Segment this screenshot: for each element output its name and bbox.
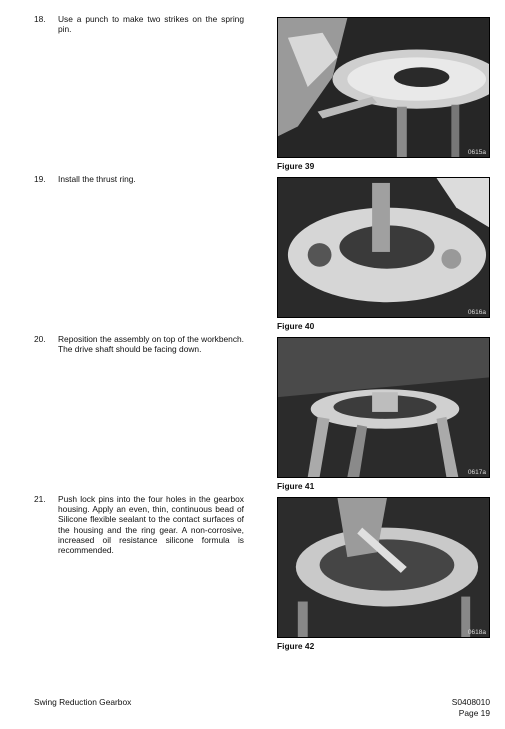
step-number: 18. bbox=[34, 14, 46, 24]
figure-code: 0618a bbox=[467, 629, 486, 636]
footer-doc-number: S0408010 bbox=[451, 697, 490, 707]
figure-42-image bbox=[278, 498, 489, 637]
step-text: Use a punch to make two strikes on the spring pin. bbox=[58, 14, 244, 35]
step-19 bbox=[34, 174, 244, 184]
step-text: Install the thrust ring. bbox=[58, 174, 136, 184]
figure-39-photo bbox=[277, 17, 490, 158]
figure-40-photo bbox=[277, 177, 490, 318]
step-21 bbox=[34, 494, 244, 555]
figure-code: 0616a bbox=[467, 309, 486, 316]
figure-41-image bbox=[278, 338, 489, 477]
step-text: Push lock pins into the four holes in the gearbox housing. Apply an even, thin, continuous bead of Silicone flexible sealant to the contact surfaces of the housing and the ring gear. A non-corrosive, increased oil resistance silicone formula is recommended. bbox=[58, 494, 244, 556]
figure-41-caption: Figure 41 bbox=[277, 481, 315, 491]
figure-40-caption: Figure 40 bbox=[277, 321, 315, 331]
figure-40-image bbox=[278, 178, 489, 317]
figure-42-photo bbox=[277, 497, 490, 638]
step-18 bbox=[34, 14, 244, 34]
footer-title: Swing Reduction Gearbox bbox=[34, 697, 132, 707]
footer-page-number: Page 19 bbox=[458, 708, 490, 718]
figure-code: 0617a bbox=[467, 469, 486, 476]
step-number: 21. bbox=[34, 494, 46, 504]
figure-code: 0615a bbox=[467, 149, 486, 156]
figure-42-caption: Figure 42 bbox=[277, 641, 315, 651]
figure-39-caption: Figure 39 bbox=[277, 161, 315, 171]
figure-41-photo bbox=[277, 337, 490, 478]
step-text: Reposition the assembly on top of the workbench. The drive shaft should be facing down. bbox=[58, 334, 244, 355]
step-number: 19. bbox=[34, 174, 46, 184]
step-number: 20. bbox=[34, 334, 46, 344]
step-20 bbox=[34, 334, 244, 354]
figure-39-image bbox=[278, 18, 489, 157]
